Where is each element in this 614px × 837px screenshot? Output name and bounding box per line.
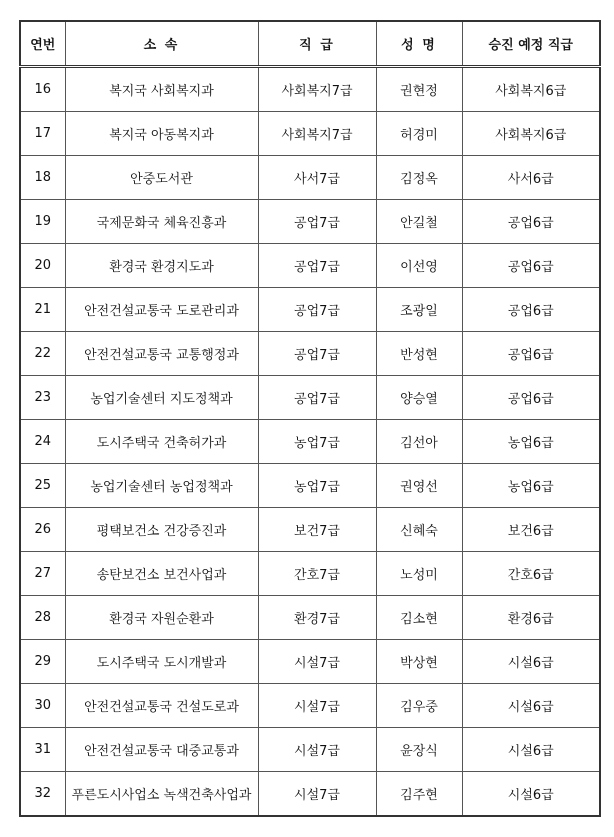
cell-name: 노성미 xyxy=(376,552,462,596)
cell-name: 허경미 xyxy=(376,112,462,156)
cell-rank: 농업7급 xyxy=(258,420,376,464)
cell-name: 조광일 xyxy=(376,288,462,332)
cell-dept: 환경국 자원순환과 xyxy=(65,596,258,640)
cell-no: 16 xyxy=(20,67,65,112)
cell-rank: 공업7급 xyxy=(258,200,376,244)
cell-promo: 사서6급 xyxy=(462,156,600,200)
cell-dept: 푸른도시사업소 녹색건축사업과 xyxy=(65,772,258,817)
cell-rank: 공업7급 xyxy=(258,288,376,332)
table-row xyxy=(20,332,600,376)
cell-no: 31 xyxy=(20,728,65,772)
cell-name: 김선아 xyxy=(376,420,462,464)
table-row xyxy=(20,772,600,817)
cell-dept: 안전건설교통국 대중교통과 xyxy=(65,728,258,772)
cell-dept: 환경국 환경지도과 xyxy=(65,244,258,288)
cell-no: 17 xyxy=(20,112,65,156)
cell-rank: 공업7급 xyxy=(258,244,376,288)
cell-no: 32 xyxy=(20,772,65,817)
cell-rank: 사서7급 xyxy=(258,156,376,200)
table-row xyxy=(20,112,600,156)
cell-dept: 복지국 사회복지과 xyxy=(65,67,258,112)
cell-promo: 시설6급 xyxy=(462,684,600,728)
cell-name: 김주현 xyxy=(376,772,462,817)
table-row xyxy=(20,200,600,244)
cell-no: 28 xyxy=(20,596,65,640)
promotion-table xyxy=(19,20,601,817)
cell-name: 권영선 xyxy=(376,464,462,508)
cell-promo: 농업6급 xyxy=(462,420,600,464)
table-row xyxy=(20,552,600,596)
cell-dept: 송탄보건소 보건사업과 xyxy=(65,552,258,596)
cell-dept: 국제문화국 체육진흥과 xyxy=(65,200,258,244)
cell-no: 30 xyxy=(20,684,65,728)
table-body xyxy=(20,67,600,817)
cell-no: 25 xyxy=(20,464,65,508)
cell-promo: 시설6급 xyxy=(462,728,600,772)
cell-rank: 보건7급 xyxy=(258,508,376,552)
cell-promo: 공업6급 xyxy=(462,332,600,376)
table-row xyxy=(20,684,600,728)
cell-no: 23 xyxy=(20,376,65,420)
cell-no: 18 xyxy=(20,156,65,200)
cell-name: 권현정 xyxy=(376,67,462,112)
table-row xyxy=(20,376,600,420)
cell-promo: 공업6급 xyxy=(462,200,600,244)
cell-name: 양승열 xyxy=(376,376,462,420)
promotion-list xyxy=(19,20,599,817)
cell-dept: 안중도서관 xyxy=(65,156,258,200)
cell-promo: 사회복지6급 xyxy=(462,67,600,112)
cell-dept: 도시주택국 건축허가과 xyxy=(65,420,258,464)
cell-rank: 간호7급 xyxy=(258,552,376,596)
cell-promo: 보건6급 xyxy=(462,508,600,552)
table-row xyxy=(20,288,600,332)
cell-name: 윤장식 xyxy=(376,728,462,772)
cell-no: 19 xyxy=(20,200,65,244)
table-row xyxy=(20,640,600,684)
cell-rank: 공업7급 xyxy=(258,332,376,376)
cell-name: 김정옥 xyxy=(376,156,462,200)
cell-rank: 사회복지7급 xyxy=(258,112,376,156)
cell-no: 24 xyxy=(20,420,65,464)
header-row xyxy=(20,21,600,67)
cell-promo: 사회복지6급 xyxy=(462,112,600,156)
cell-no: 26 xyxy=(20,508,65,552)
cell-dept: 안전건설교통국 교통행정과 xyxy=(65,332,258,376)
cell-rank: 농업7급 xyxy=(258,464,376,508)
cell-dept: 도시주택국 도시개발과 xyxy=(65,640,258,684)
cell-dept: 복지국 아동복지과 xyxy=(65,112,258,156)
cell-name: 이선영 xyxy=(376,244,462,288)
cell-no: 29 xyxy=(20,640,65,684)
cell-promo: 공업6급 xyxy=(462,376,600,420)
header-no: 연번 xyxy=(20,21,65,67)
cell-name: 김우중 xyxy=(376,684,462,728)
cell-promo: 공업6급 xyxy=(462,244,600,288)
cell-rank: 사회복지7급 xyxy=(258,67,376,112)
cell-dept: 안전건설교통국 건설도로과 xyxy=(65,684,258,728)
table-row xyxy=(20,508,600,552)
table-row xyxy=(20,728,600,772)
cell-promo: 시설6급 xyxy=(462,772,600,817)
cell-name: 김소현 xyxy=(376,596,462,640)
cell-dept: 안전건설교통국 도로관리과 xyxy=(65,288,258,332)
cell-rank: 시설7급 xyxy=(258,728,376,772)
cell-rank: 시설7급 xyxy=(258,640,376,684)
cell-name: 박상현 xyxy=(376,640,462,684)
cell-rank: 시설7급 xyxy=(258,684,376,728)
cell-no: 22 xyxy=(20,332,65,376)
cell-rank: 시설7급 xyxy=(258,772,376,817)
table-row xyxy=(20,244,600,288)
cell-rank: 환경7급 xyxy=(258,596,376,640)
cell-dept: 평택보건소 건강증진과 xyxy=(65,508,258,552)
table-row xyxy=(20,156,600,200)
header-rank: 직 급 xyxy=(258,21,376,67)
cell-dept: 농업기술센터 농업정책과 xyxy=(65,464,258,508)
table-row xyxy=(20,420,600,464)
header-name: 성 명 xyxy=(376,21,462,67)
table-header xyxy=(20,21,600,67)
cell-no: 20 xyxy=(20,244,65,288)
cell-no: 21 xyxy=(20,288,65,332)
cell-name: 신혜숙 xyxy=(376,508,462,552)
cell-rank: 공업7급 xyxy=(258,376,376,420)
cell-promo: 시설6급 xyxy=(462,640,600,684)
table-row xyxy=(20,67,600,112)
cell-promo: 공업6급 xyxy=(462,288,600,332)
header-promo: 승진 예정 직급 xyxy=(462,21,600,67)
cell-dept: 농업기술센터 지도정책과 xyxy=(65,376,258,420)
cell-promo: 간호6급 xyxy=(462,552,600,596)
table-row xyxy=(20,464,600,508)
cell-no: 27 xyxy=(20,552,65,596)
header-dept: 소 속 xyxy=(65,21,258,67)
cell-name: 안길철 xyxy=(376,200,462,244)
table-row xyxy=(20,596,600,640)
cell-promo: 환경6급 xyxy=(462,596,600,640)
cell-promo: 농업6급 xyxy=(462,464,600,508)
cell-name: 반성현 xyxy=(376,332,462,376)
